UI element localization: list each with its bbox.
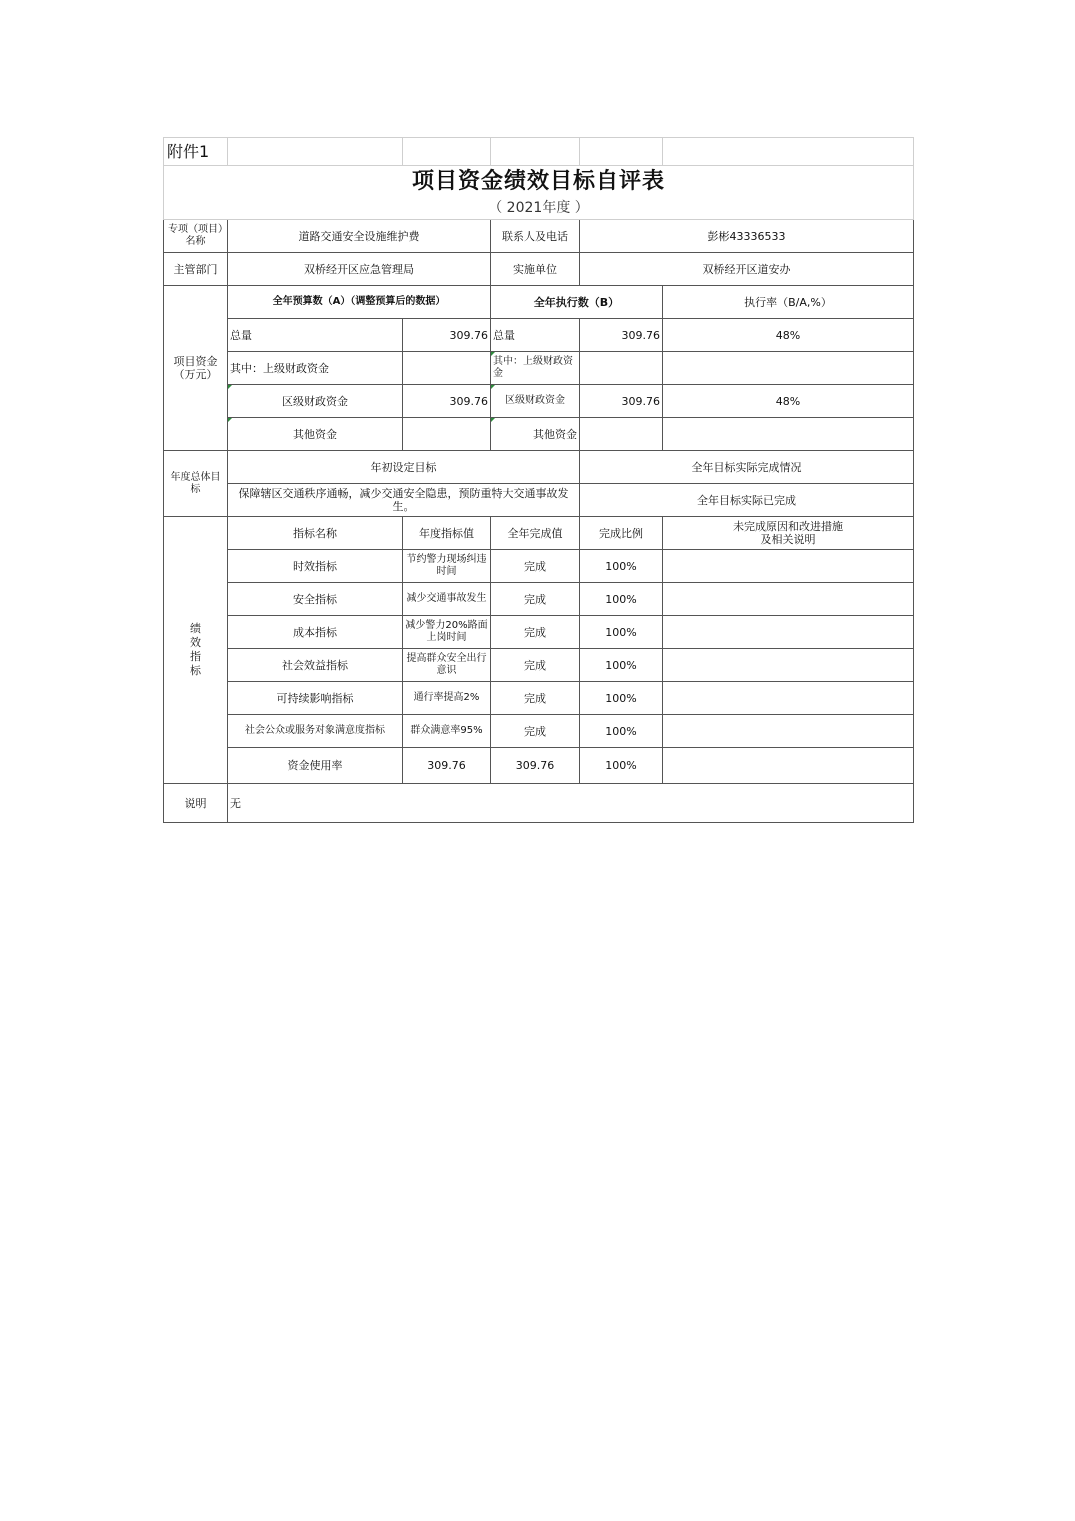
exec-header: 全年执行数（B） bbox=[491, 286, 663, 319]
perf-done: 完成 bbox=[491, 550, 580, 583]
rate-header: 执行率（B/A,%） bbox=[663, 286, 914, 319]
evaluation-sheet bbox=[163, 137, 913, 823]
budget-item-label: 区级财政资金 bbox=[228, 385, 403, 418]
perf-row bbox=[164, 616, 914, 649]
funds-header-row bbox=[164, 286, 914, 319]
exec-item-label: 总量 bbox=[491, 319, 580, 352]
project-name-value: 道路交通安全设施维护费 bbox=[228, 220, 491, 253]
budget-item-value bbox=[403, 418, 491, 451]
year-label: （ 2021年度 ） bbox=[164, 198, 914, 220]
exec-rate-value bbox=[663, 352, 914, 385]
perf-note bbox=[663, 682, 914, 715]
perf-ratio: 100% bbox=[580, 748, 663, 784]
contact-label: 联系人及电话 bbox=[491, 220, 580, 253]
perf-done: 完成 bbox=[491, 583, 580, 616]
perf-label-text: 绩效指标 bbox=[190, 622, 201, 677]
perf-target: 提高群众安全出行意识 bbox=[403, 649, 491, 682]
perf-header-row bbox=[164, 517, 914, 550]
perf-ratio: 100% bbox=[580, 649, 663, 682]
perf-ratio: 100% bbox=[580, 550, 663, 583]
funds-row bbox=[164, 385, 914, 418]
perf-note bbox=[663, 616, 914, 649]
perf-label bbox=[164, 517, 228, 784]
perf-done: 完成 bbox=[491, 682, 580, 715]
perf-row bbox=[164, 649, 914, 682]
perf-row bbox=[164, 550, 914, 583]
perf-note bbox=[663, 583, 914, 616]
perf-name: 时效指标 bbox=[228, 550, 403, 583]
perf-name: 可持续影响指标 bbox=[228, 682, 403, 715]
perf-row bbox=[164, 583, 914, 616]
perf-target: 309.76 bbox=[403, 748, 491, 784]
perf-name: 社会效益指标 bbox=[228, 649, 403, 682]
perf-header-note bbox=[663, 517, 914, 550]
attachment-row bbox=[164, 138, 914, 166]
perf-header-note-text: 未完成原因和改进措施及相关说明 bbox=[733, 520, 843, 546]
exec-item-label: 其他资金 bbox=[491, 418, 580, 451]
impl-label: 实施单位 bbox=[491, 253, 580, 286]
perf-note bbox=[663, 649, 914, 682]
dept-value: 双桥经开区应急管理局 bbox=[228, 253, 491, 286]
funds-row bbox=[164, 319, 914, 352]
year-row bbox=[164, 198, 914, 220]
note-row bbox=[164, 784, 914, 823]
evaluation-table bbox=[163, 137, 914, 823]
perf-done: 完成 bbox=[491, 649, 580, 682]
page-title: 项目资金绩效目标自评表 bbox=[164, 166, 914, 198]
dept-label: 主管部门 bbox=[164, 253, 228, 286]
note-label: 说明 bbox=[164, 784, 228, 823]
perf-row bbox=[164, 682, 914, 715]
perf-done: 完成 bbox=[491, 715, 580, 748]
attachment-label: 附件1 bbox=[164, 138, 228, 166]
impl-value: 双桥经开区道安办 bbox=[580, 253, 914, 286]
funds-row bbox=[164, 418, 914, 451]
exec-item-value: 309.76 bbox=[580, 319, 663, 352]
actual-text: 全年目标实际已完成 bbox=[580, 484, 914, 517]
exec-item-value: 309.76 bbox=[580, 385, 663, 418]
perf-row bbox=[164, 715, 914, 748]
perf-ratio: 100% bbox=[580, 616, 663, 649]
goal-header: 年初设定目标 bbox=[228, 451, 580, 484]
perf-note bbox=[663, 748, 914, 784]
annual-label: 年度总体目标 bbox=[164, 451, 228, 517]
perf-ratio: 100% bbox=[580, 715, 663, 748]
contact-value: 彭彬43336533 bbox=[580, 220, 914, 253]
exec-item-label: 其中：上级财政资金 bbox=[491, 352, 580, 385]
budget-item-label: 其中：上级财政资金 bbox=[228, 352, 403, 385]
note-value: 无 bbox=[228, 784, 914, 823]
budget-item-value: 309.76 bbox=[403, 385, 491, 418]
budget-item-label: 总量 bbox=[228, 319, 403, 352]
perf-name: 资金使用率 bbox=[228, 748, 403, 784]
project-row bbox=[164, 220, 914, 253]
perf-target: 节约警力现场纠违时间 bbox=[403, 550, 491, 583]
dept-row bbox=[164, 253, 914, 286]
perf-target: 减少交通事故发生 bbox=[403, 583, 491, 616]
perf-row bbox=[164, 748, 914, 784]
exec-rate-value: 48% bbox=[663, 319, 914, 352]
perf-header-name: 指标名称 bbox=[228, 517, 403, 550]
exec-item-value bbox=[580, 352, 663, 385]
perf-ratio: 100% bbox=[580, 583, 663, 616]
budget-item-value: 309.76 bbox=[403, 319, 491, 352]
annual-content-row bbox=[164, 484, 914, 517]
perf-note bbox=[663, 715, 914, 748]
exec-item-value bbox=[580, 418, 663, 451]
exec-rate-value bbox=[663, 418, 914, 451]
perf-header-done: 全年完成值 bbox=[491, 517, 580, 550]
funds-label: 项目资金（万元） bbox=[164, 286, 228, 451]
perf-target: 减少警力20%路面上岗时间 bbox=[403, 616, 491, 649]
perf-header-ratio: 完成比例 bbox=[580, 517, 663, 550]
funds-row bbox=[164, 352, 914, 385]
perf-ratio: 100% bbox=[580, 682, 663, 715]
budget-item-value bbox=[403, 352, 491, 385]
perf-target: 通行率提高2% bbox=[403, 682, 491, 715]
actual-header: 全年目标实际完成情况 bbox=[580, 451, 914, 484]
project-name-label: 专项（项目）名称 bbox=[164, 220, 228, 253]
perf-header-target: 年度指标值 bbox=[403, 517, 491, 550]
exec-rate-value: 48% bbox=[663, 385, 914, 418]
annual-header-row bbox=[164, 451, 914, 484]
perf-note bbox=[663, 550, 914, 583]
budget-header: 全年预算数（A）（调整预算后的数据） bbox=[228, 286, 491, 319]
perf-done: 完成 bbox=[491, 616, 580, 649]
perf-name: 安全指标 bbox=[228, 583, 403, 616]
exec-item-label: 区级财政资金 bbox=[491, 385, 580, 418]
perf-name: 社会公众或服务对象满意度指标 bbox=[228, 715, 403, 748]
budget-item-label: 其他资金 bbox=[228, 418, 403, 451]
perf-name: 成本指标 bbox=[228, 616, 403, 649]
title-row bbox=[164, 166, 914, 198]
goal-text: 保障辖区交通秩序通畅，减少交通安全隐患，预防重特大交通事故发生。 bbox=[228, 484, 580, 517]
perf-target: 群众满意率95% bbox=[403, 715, 491, 748]
perf-done: 309.76 bbox=[491, 748, 580, 784]
